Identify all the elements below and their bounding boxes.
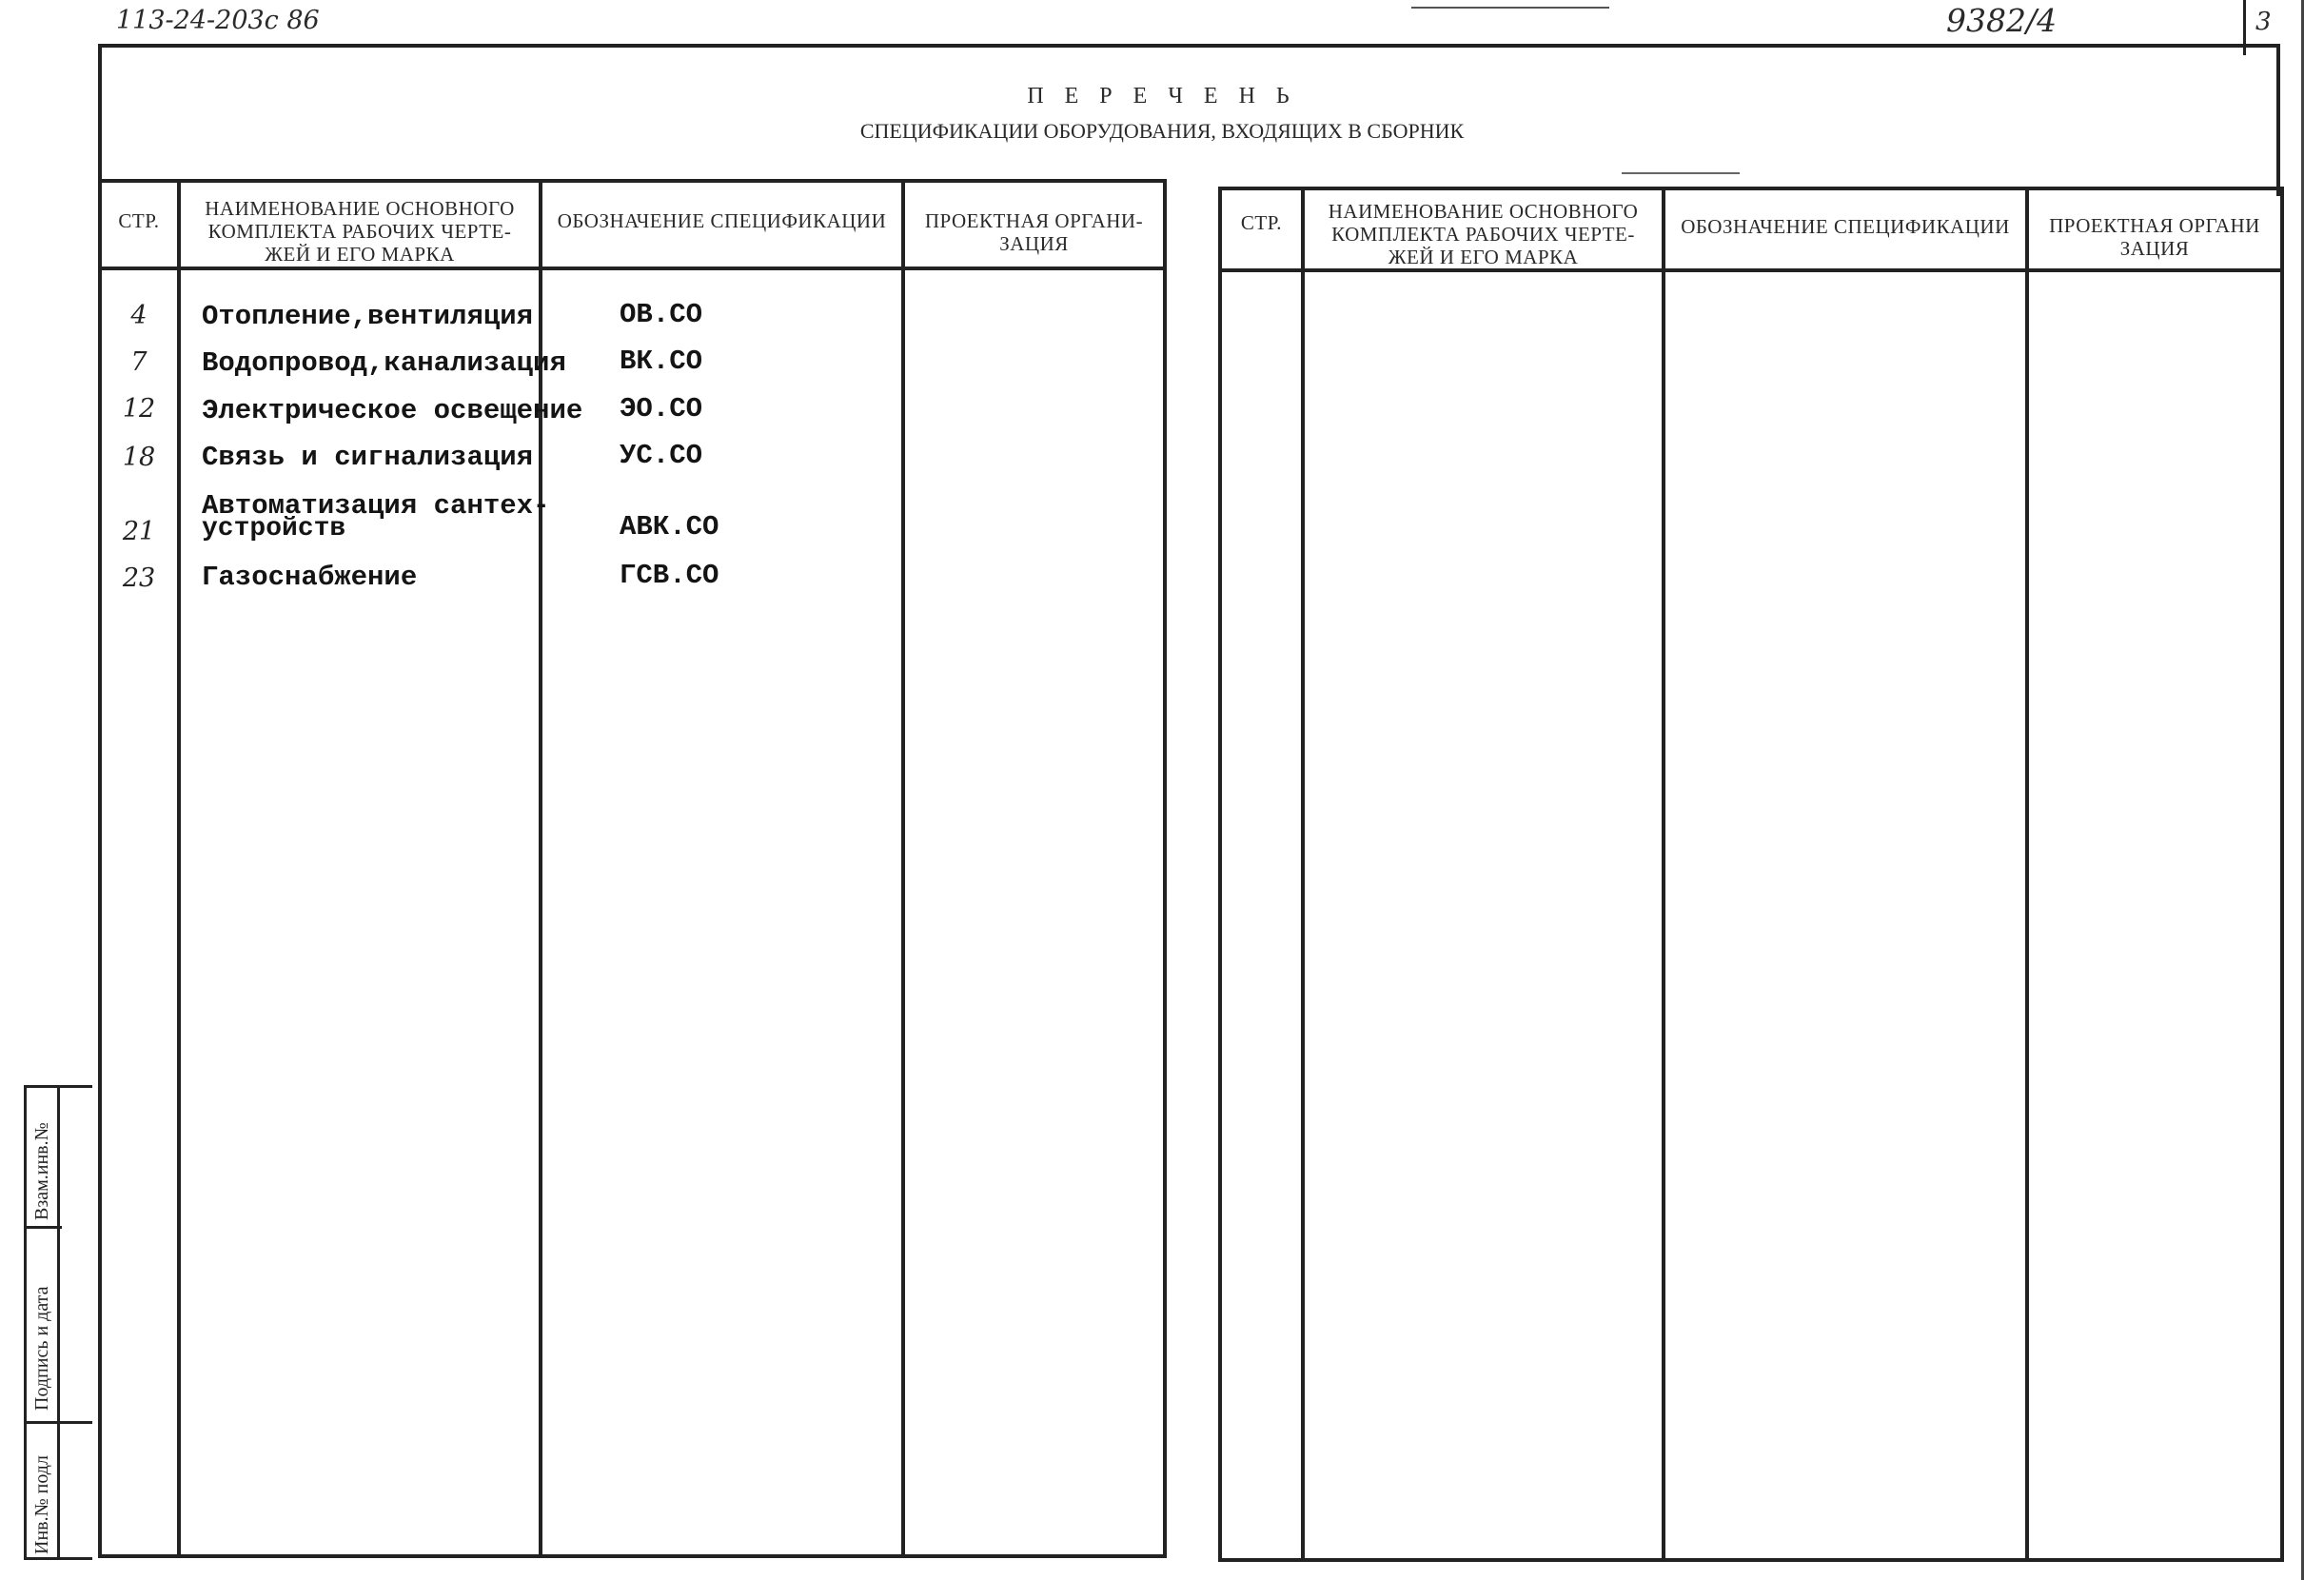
row-1-page: 4 bbox=[130, 301, 148, 330]
left-col-org-header-line-1: ПРОЕКТНАЯ ОРГАНИ- bbox=[924, 209, 1144, 232]
right-table-bottom-rule bbox=[1218, 1558, 2284, 1562]
row-3-name: Электрическое освещение bbox=[202, 395, 583, 426]
left-col-name-header-line-3: ЖЕЙ И ЕГО МАРКА bbox=[265, 243, 455, 266]
subtitle-rule bbox=[1622, 172, 1740, 174]
row-5-code: АВК.СО bbox=[620, 511, 719, 543]
left-table-header-rule bbox=[98, 267, 1167, 270]
right-table-header-rule bbox=[1218, 268, 2280, 272]
right-col-name-header-line-1: НАИМЕНОВАНИЕ ОСНОВНОГО bbox=[1328, 200, 1639, 223]
left-col-name-header-line-2: КОМПЛЕКТА РАБОЧИХ ЧЕРТЕ- bbox=[207, 220, 512, 243]
right-col-divider-1 bbox=[1301, 187, 1305, 1562]
right-col-designation-header: ОБОЗНАЧЕНИЕ СПЕЦИФИКАЦИИ bbox=[1681, 215, 2010, 238]
left-col-divider-2 bbox=[539, 179, 542, 1558]
right-col-divider-4 bbox=[2280, 187, 2284, 1562]
right-col-org-header bbox=[2029, 214, 2280, 260]
row-2-page: 7 bbox=[130, 347, 148, 377]
row-3-code: ЭО.СО bbox=[620, 393, 703, 425]
left-col-name-header-line-1: НАИМЕНОВАНИЕ ОСНОВНОГО bbox=[205, 197, 515, 220]
page-number: 3 bbox=[2255, 8, 2272, 36]
row-5-page: 21 bbox=[122, 517, 156, 546]
right-col-page-header: СТР. bbox=[1240, 211, 1283, 234]
row-1-name: Отопление,вентиляция bbox=[202, 301, 534, 332]
row-1-code: ОВ.СО bbox=[620, 299, 703, 330]
left-col-designation-header: ОБОЗНАЧЕНИЕ СПЕЦИФИКАЦИИ bbox=[557, 209, 887, 232]
right-col-divider-2 bbox=[1662, 187, 1665, 1562]
left-table-bottom-rule bbox=[98, 1554, 1167, 1558]
left-col-divider-4 bbox=[1163, 179, 1167, 1558]
right-col-divider-0 bbox=[1218, 187, 1222, 1562]
left-col-org-header-line-2: ЗАЦИЯ bbox=[999, 232, 1069, 255]
right-col-name-header-line-2: КОМПЛЕКТА РАБОЧИХ ЧЕРТЕ- bbox=[1331, 223, 1635, 246]
side-stamp-left-rule bbox=[24, 1085, 27, 1559]
document-code: 113-24-203с 86 bbox=[116, 6, 320, 35]
row-6-name: Газоснабжение bbox=[202, 562, 418, 593]
right-edge-line bbox=[2301, 0, 2304, 1580]
row-5-name: Автоматизация сантех- bbox=[202, 490, 550, 522]
right-col-org-header-line-1: ПРОЕКТНАЯ ОРГАНИ bbox=[2049, 214, 2260, 237]
page-subtitle: СПЕЦИФИКАЦИИ ОБОРУДОВАНИЯ, ВХОДЯЩИХ В СБОРНИК bbox=[859, 119, 1465, 143]
left-col-divider-3 bbox=[901, 179, 905, 1558]
right-col-name-header-line-3: ЖЕЙ И ЕГО МАРКА bbox=[1388, 246, 1579, 268]
row-2-name: Водопровод,канализация bbox=[202, 347, 566, 379]
left-col-divider-1 bbox=[177, 179, 181, 1558]
row-4-name: Связь и сигнализация bbox=[202, 442, 534, 473]
row-6-page: 23 bbox=[122, 563, 156, 593]
left-col-org-header bbox=[905, 209, 1163, 255]
right-col-name-header bbox=[1305, 200, 1662, 268]
side-label-vzam: Взам.инв.№ bbox=[31, 1122, 52, 1220]
top-rule bbox=[1411, 7, 1609, 9]
right-col-divider-3 bbox=[2025, 187, 2029, 1562]
left-col-name-header bbox=[181, 197, 539, 266]
side-label-podpis: Подпись и дата bbox=[31, 1286, 52, 1411]
row-4-code: УС.СО bbox=[620, 440, 703, 471]
right-table-top-rule bbox=[1218, 187, 2280, 190]
right-col-org-header-line-2: ЗАЦИЯ bbox=[2119, 237, 2190, 260]
page-title: П Е Р Е Ч Е Н Ь bbox=[1027, 84, 1297, 109]
left-col-page-header: СТР. bbox=[118, 209, 160, 232]
left-table-top-rule bbox=[98, 179, 1167, 183]
side-label-inv: Инв.№ подл bbox=[31, 1455, 52, 1554]
row-5-name-line-2: устройств bbox=[202, 514, 346, 543]
side-stamp-rule-1 bbox=[24, 1226, 62, 1229]
row-6-code: ГСВ.СО bbox=[620, 560, 719, 591]
row-3-page: 12 bbox=[122, 394, 156, 424]
row-2-code: ВК.СО bbox=[620, 346, 703, 377]
sheet-number: 9382/4 bbox=[1946, 2, 2058, 39]
side-stamp-inner-rule bbox=[57, 1085, 60, 1559]
row-4-page: 18 bbox=[122, 443, 156, 472]
